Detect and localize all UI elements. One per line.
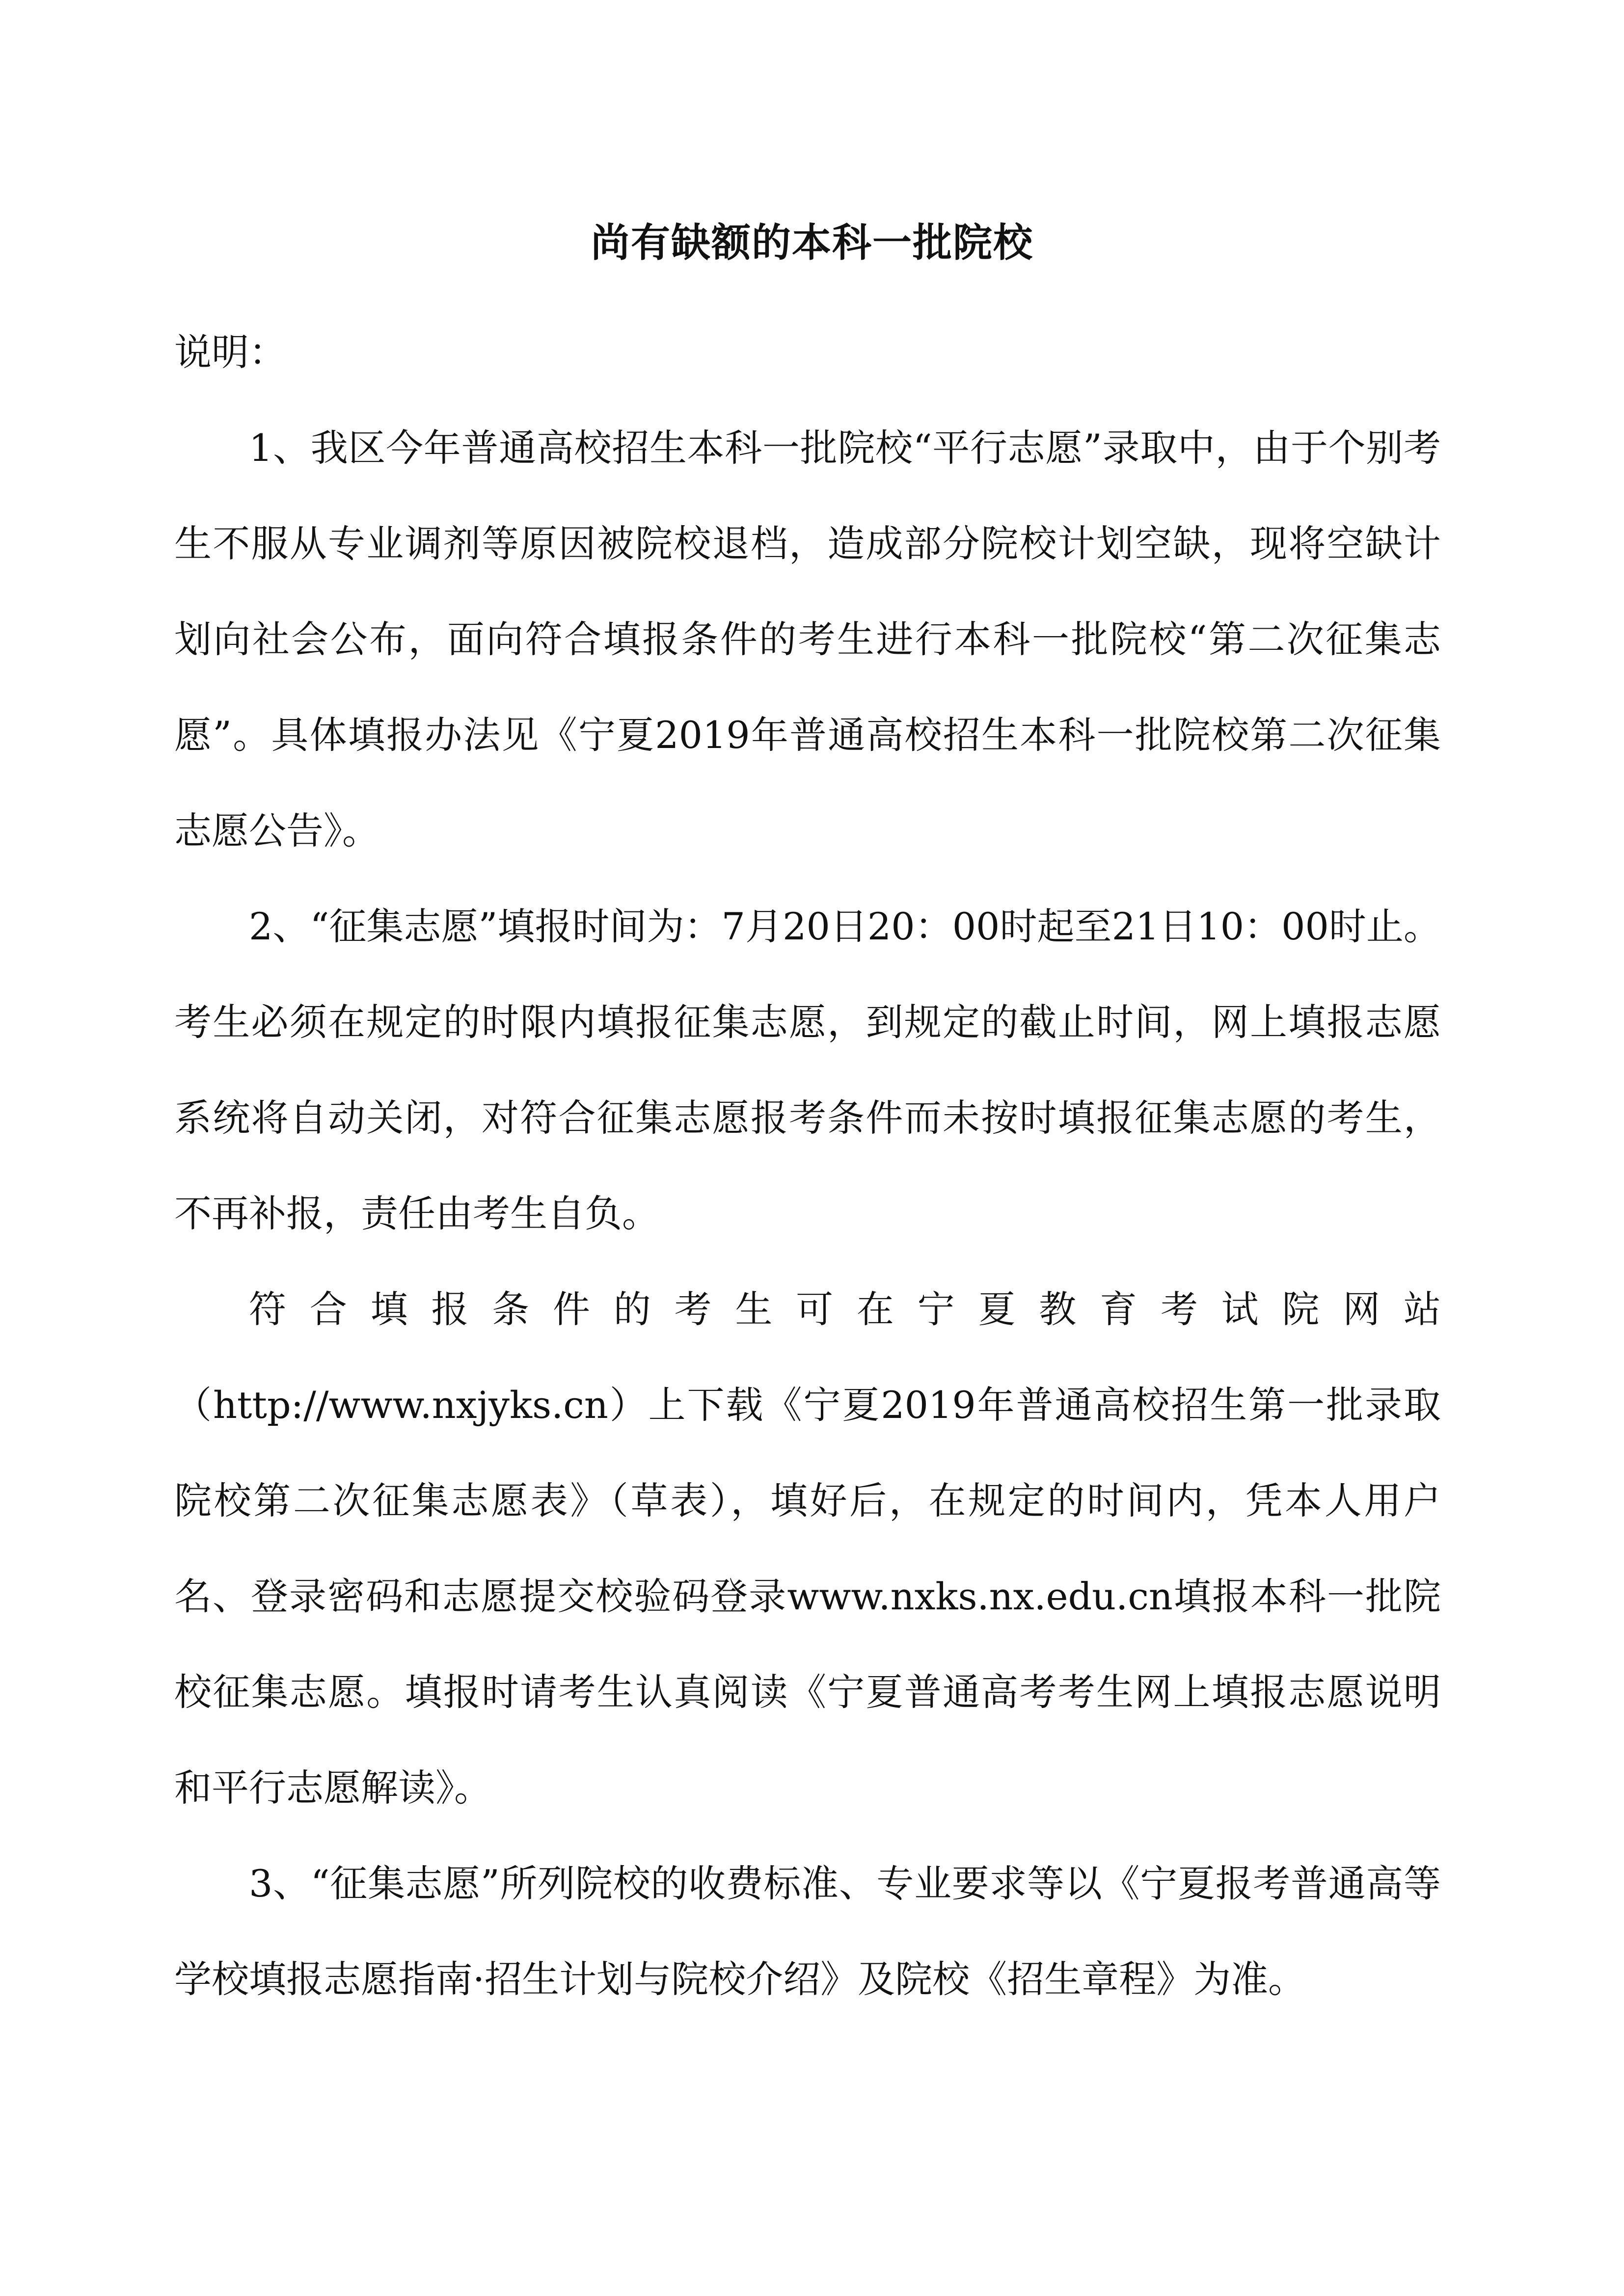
explanation-heading: 说明：	[174, 330, 286, 374]
document-body	[174, 304, 1441, 2027]
paragraph-3: 符合填报条件的考生可在宁夏教育考试院网站（http://www.nxjyks.cn）上下载《宁夏2019年普通高校招生第一批录取院校第二次征集志愿表》（草表），填好后，在规定的时间内，凭本人用户名、登录密码和志愿提交校验码登录www.nxks.nx.edu.cn填报本科一批院校征集志愿。填报时请考生认真阅读《宁夏普通高考考生网上填报志愿说明和平行志愿解读》。	[174, 1287, 1441, 1810]
document-title: 尚有缺额的本科一批院校	[591, 220, 1033, 266]
paragraph-4: 3、“征集志愿”所列院校的收费标准、专业要求等以《宁夏报考普通高等学校填报志愿指南·招生计划与院校介绍》及院校《招生章程》为准。	[174, 1862, 1441, 2001]
paragraph-2: 2、“征集志愿”填报时间为：7月20日20：00时起至21日10：00时止。考生必须在规定的时限内填报征集志愿，到规定的截止时间，网上填报志愿系统将自动关闭，对符合征集志愿报考条件而未按时填报征集志愿的考生，不再补报，责任由考生自负。	[174, 905, 1441, 1235]
paragraph-1: 1、我区今年普通高校招生本科一批院校“平行志愿”录取中，由于个别考生不服从专业调剂等原因被院校退档，造成部分院校计划空缺，现将空缺计划向社会公布，面向符合填报条件的考生进行本科一批院校“第二次征集志愿”。具体填报办法见《宁夏2019年普通高校招生本科一批院校第二次征集志愿公告》。	[174, 426, 1441, 853]
